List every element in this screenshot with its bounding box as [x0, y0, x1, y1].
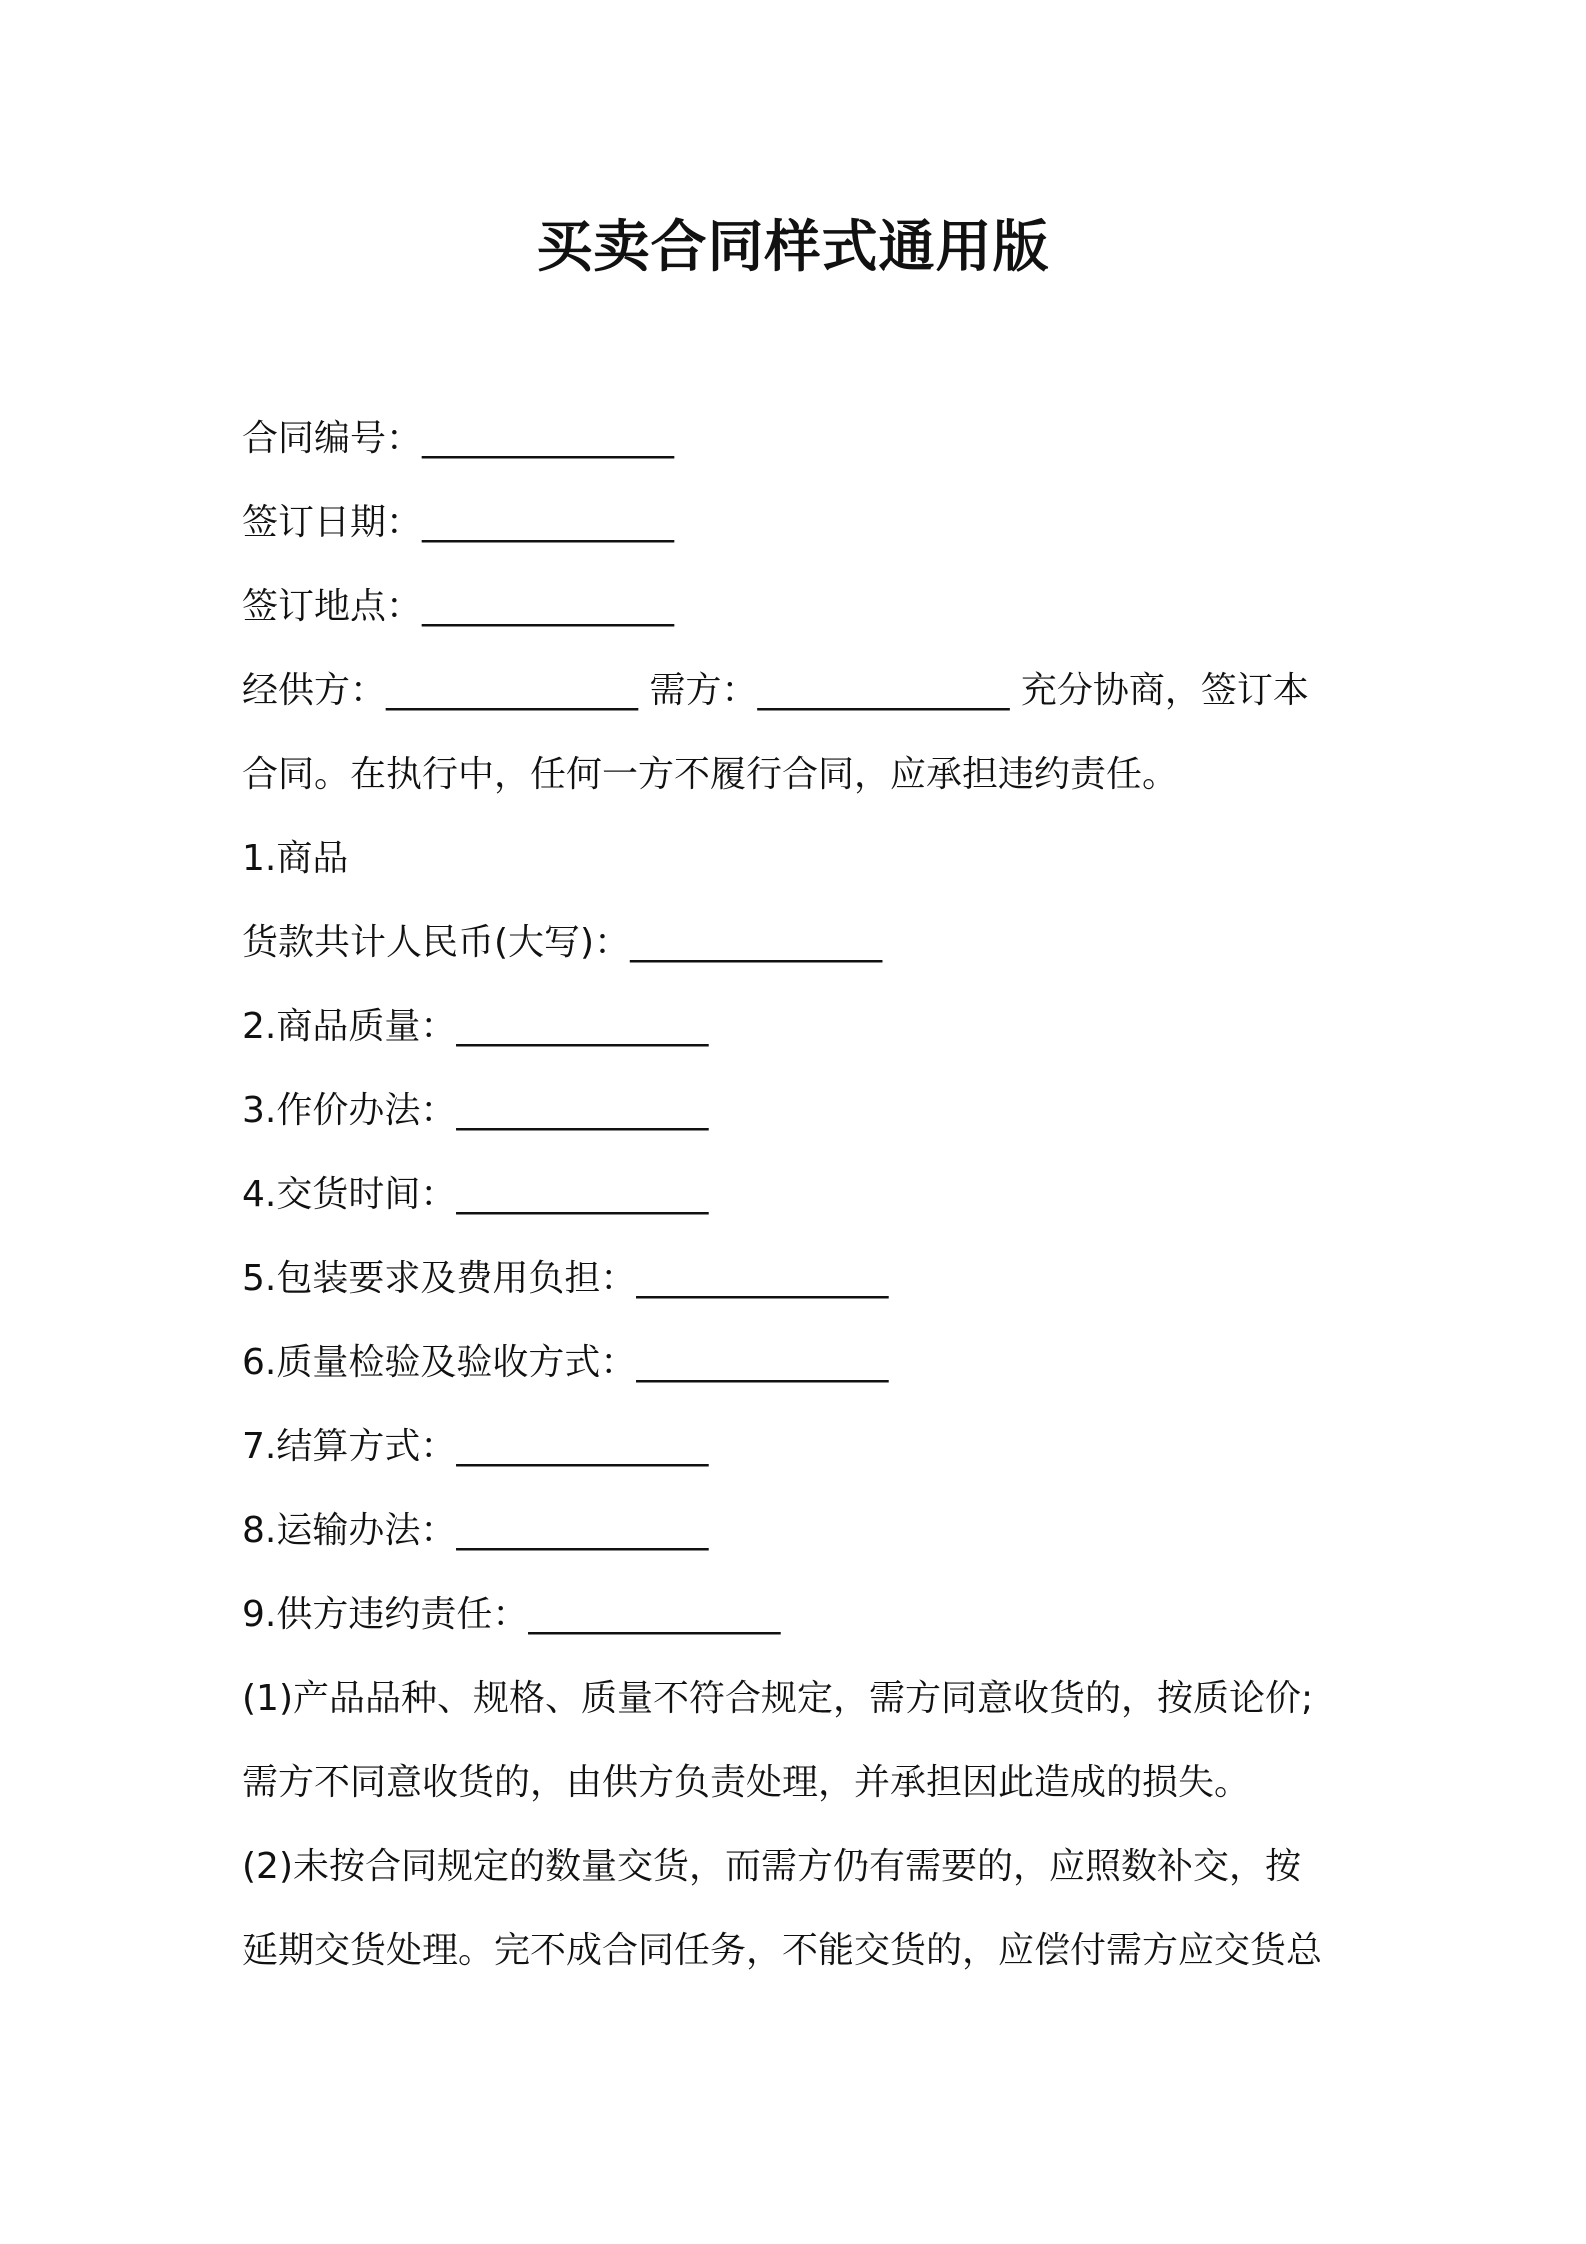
parties-line-continued: 合同。在执行中，任何一方不履行合同，应承担违约责任。 — [242, 754, 1179, 795]
total-payment-line: 货款共计人民币(大写)：______________ — [242, 922, 883, 963]
liability-item-2-line: (2)未按合同规定的数量交货，而需方仍有需要的，应照数补交，按 — [242, 1846, 1301, 1887]
parties-line: 经供方：______________ 需方：______________ 充分协商，签订本 — [242, 670, 1309, 711]
clause-pricing-line: 3.作价办法：______________ — [242, 1090, 709, 1131]
clause-goods-heading: 1.商品 — [242, 838, 349, 879]
signing-date-line: 签订日期：______________ — [242, 502, 675, 543]
clause-packaging-line: 5.包装要求及费用负担：______________ — [242, 1258, 889, 1299]
liability-item-2-continued: 延期交货处理。完不成合同任务，不能交货的，应偿付需方应交货总 — [242, 1930, 1323, 1971]
signing-place-line: 签订地点：______________ — [242, 586, 675, 627]
clause-quality-line: 2.商品质量：______________ — [242, 1006, 709, 1047]
clause-delivery-time-line: 4.交货时间：______________ — [242, 1174, 709, 1215]
clause-supplier-liability-line: 9.供方违约责任：______________ — [242, 1594, 781, 1635]
clause-inspection-line: 6.质量检验及验收方式：______________ — [242, 1342, 889, 1383]
contract-number-line: 合同编号：______________ — [242, 418, 675, 459]
liability-item-1-line: (1)产品品种、规格、质量不符合规定，需方同意收货的，按质论价; — [242, 1678, 1314, 1719]
document-title: 买卖合同样式通用版 — [536, 215, 1050, 280]
document-body — [242, 397, 1362, 1993]
clause-settlement-line: 7.结算方式：______________ — [242, 1426, 709, 1467]
clause-transport-line: 8.运输办法：______________ — [242, 1510, 709, 1551]
liability-item-1-continued: 需方不同意收货的，由供方负责处理，并承担因此造成的损失。 — [242, 1762, 1251, 1803]
